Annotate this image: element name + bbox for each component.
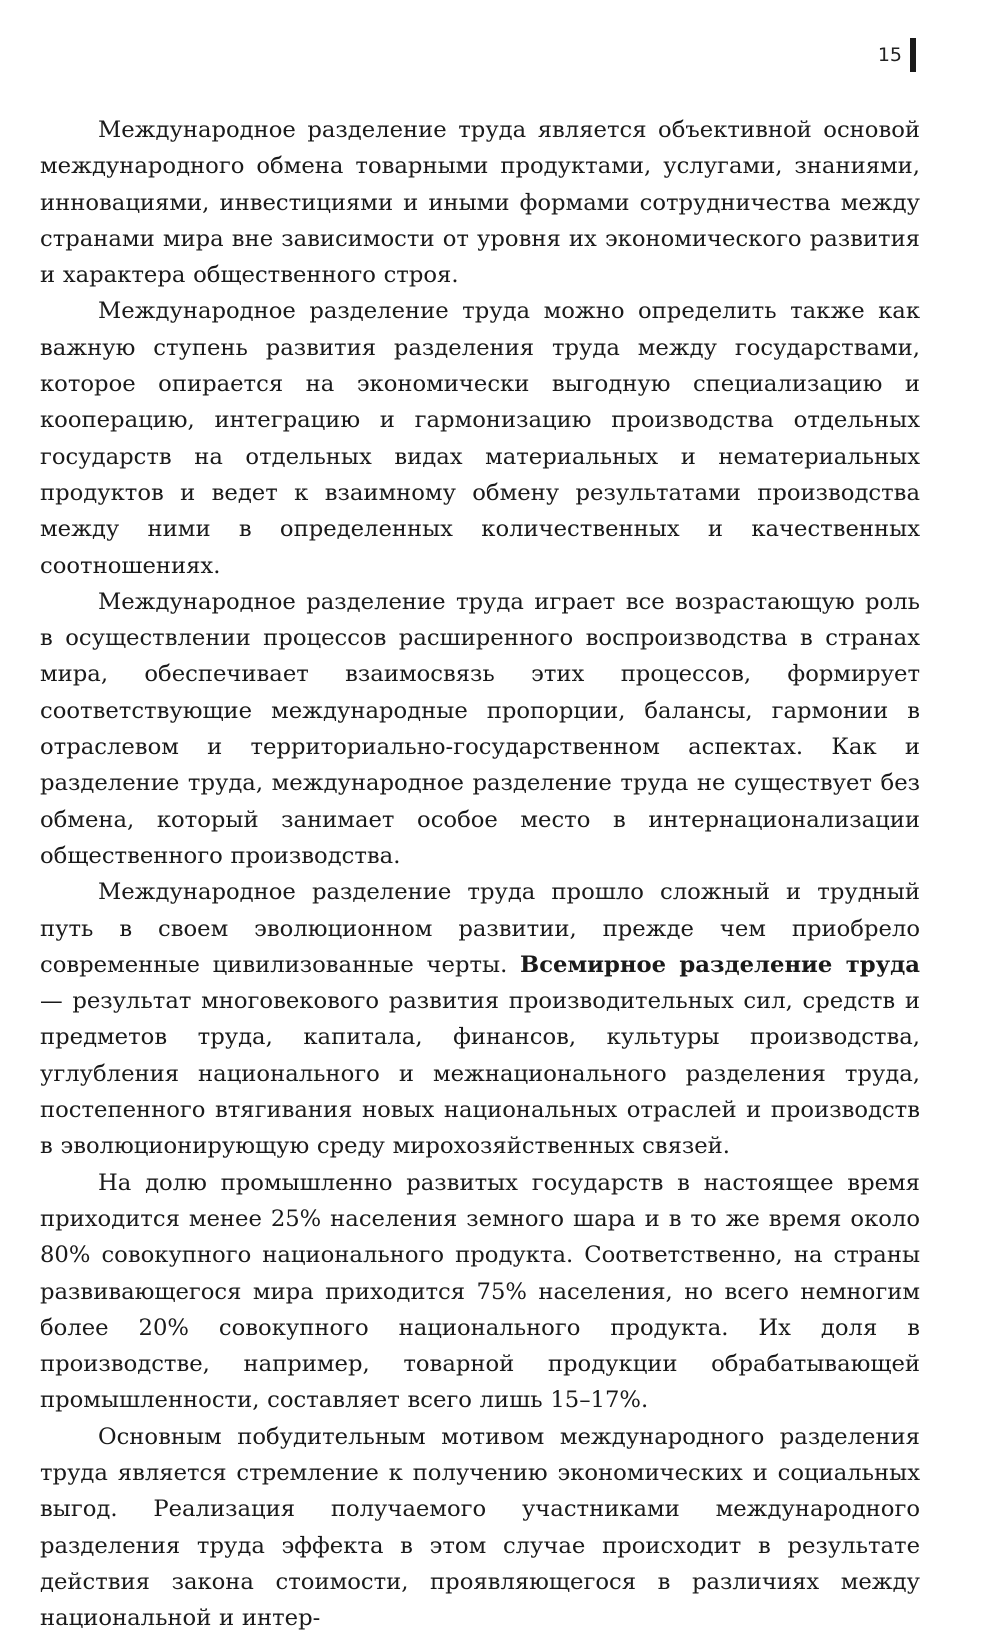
page-header	[878, 38, 916, 72]
page-body	[40, 112, 920, 1636]
paragraph-5: На долю промышленно развитых государств в настоящее время приходится менее 25% населения земного шара и в то же время около 80% совокупного национального продукта. Соответственно, на страны развивающегося мира приходится 75% населения, но всего немногим более 20% совокупного национального продукта. Их доля в производстве, например, товарной продукции обрабатывающей промышленности, составляет всего лишь 15–17%.	[40, 1169, 920, 1414]
paragraph-4	[40, 874, 920, 1164]
page-number: 15	[877, 44, 902, 66]
paragraph-4-rest: — результат многовекового развития производительных сил, средств и предметов труда, капитала, финансов, культуры производства, углубления национального и межнационального разделения труда, постепенного втягивания новых национальных отраслей и производств в эволюционирующую среду мирохозяйственных связей.	[40, 988, 920, 1160]
paragraph-2: Международное разделение труда можно определить также как важную ступень развития разделения труда между государствами, которое опирается на экономически выгодную специализацию и кооперацию, интеграцию и гармонизацию производства отдельных государств на отдельных видах материальных и нематериальных продуктов и ведет к взаимному обмену результатами производства между ними в определенных количественных и качественных соотношениях.	[40, 298, 920, 579]
paragraph-1: Международное разделение труда является объективной основой международного обмена товарными продуктами, услугами, знаниями, инновациями, инвестициями и иными формами сотрудничества между странами мира вне зависимости от уровня их экономического развития и характера общественного строя.	[40, 117, 920, 289]
page-marker-bar	[910, 38, 916, 72]
paragraph-3: Международное разделение труда играет все возрастающую роль в осуществлении процессов расширенного воспроизводства в странах мира, обеспечивает взаимосвязь этих процессов, формирует соответствующие международные пропорции, балансы, гармонии в отраслевом и территориально-государственном аспектах. Как и разделение труда, международное разделение труда не существует без обмена, который занимает особое место в интернационализации общественного производства.	[40, 588, 920, 869]
paragraph-6: Основным побудительным мотивом международного разделения труда является стремление к получению экономических и социальных выгод. Реализация получаемого участниками международного разделения труда эффекта в этом случае происходит в результате действия закона стоимости, проявляющегося в различиях между национальной и интер-	[40, 1423, 920, 1632]
bold-term: Всемирное разделение труда	[520, 951, 920, 978]
paragraph-4-lead: Международное разделение труда прошло сложный и трудный путь в своем эволюционном развитии, прежде чем приобрело современные цивилизованные черты.	[40, 879, 920, 978]
